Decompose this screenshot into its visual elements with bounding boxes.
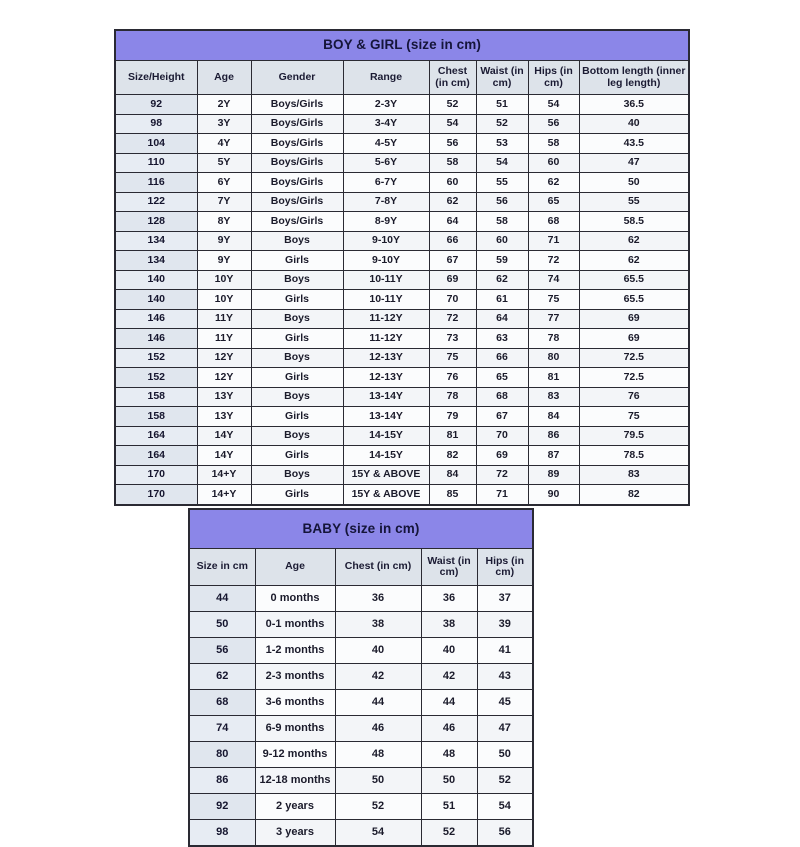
cell-waist: 67 bbox=[476, 407, 528, 427]
cell-hips: 84 bbox=[528, 407, 579, 427]
cell-gender: Boys/Girls bbox=[251, 95, 343, 115]
cell-waist: 42 bbox=[421, 664, 477, 690]
cell-bottom-length: 40 bbox=[579, 114, 689, 134]
column-header-hips: Hips (in cm) bbox=[528, 61, 579, 95]
cell-waist: 51 bbox=[476, 95, 528, 115]
cell-age: 9-12 months bbox=[255, 742, 335, 768]
cell-waist: 64 bbox=[476, 309, 528, 329]
cell-age: 10Y bbox=[197, 270, 251, 290]
boy-girl-size-table bbox=[114, 29, 690, 506]
cell-age: 6Y bbox=[197, 173, 251, 193]
cell-bottom-length: 47 bbox=[579, 153, 689, 173]
table-row bbox=[115, 153, 689, 173]
cell-waist: 61 bbox=[476, 290, 528, 310]
cell-chest: 52 bbox=[335, 794, 421, 820]
cell-hips: 39 bbox=[477, 612, 533, 638]
table-row bbox=[115, 309, 689, 329]
cell-waist: 50 bbox=[421, 768, 477, 794]
cell-hips: 56 bbox=[477, 820, 533, 847]
cell-hips: 74 bbox=[528, 270, 579, 290]
table-row bbox=[189, 612, 533, 638]
cell-gender: Girls bbox=[251, 290, 343, 310]
cell-gender: Girls bbox=[251, 329, 343, 349]
cell-size-height: 104 bbox=[115, 134, 197, 154]
cell-waist: 62 bbox=[476, 270, 528, 290]
cell-chest: 72 bbox=[429, 309, 476, 329]
cell-chest: 78 bbox=[429, 387, 476, 407]
cell-hips: 81 bbox=[528, 368, 579, 388]
cell-size-height: 140 bbox=[115, 270, 197, 290]
table-row bbox=[115, 426, 689, 446]
cell-bottom-length: 65.5 bbox=[579, 270, 689, 290]
cell-waist: 46 bbox=[421, 716, 477, 742]
cell-size-height: 110 bbox=[115, 153, 197, 173]
table-row bbox=[115, 465, 689, 485]
cell-bottom-length: 82 bbox=[579, 485, 689, 505]
cell-chest: 48 bbox=[335, 742, 421, 768]
cell-bottom-length: 62 bbox=[579, 231, 689, 251]
cell-size-height: 140 bbox=[115, 290, 197, 310]
cell-age: 12-18 months bbox=[255, 768, 335, 794]
baby-column-header-waist: Waist (in cm) bbox=[421, 549, 477, 586]
table-row bbox=[189, 820, 533, 847]
cell-gender: Boys bbox=[251, 387, 343, 407]
cell-gender: Girls bbox=[251, 485, 343, 505]
column-header-range: Range bbox=[343, 61, 429, 95]
cell-gender: Boys/Girls bbox=[251, 173, 343, 193]
cell-waist: 53 bbox=[476, 134, 528, 154]
cell-hips: 78 bbox=[528, 329, 579, 349]
cell-age: 12Y bbox=[197, 348, 251, 368]
baby-size-table bbox=[188, 508, 534, 847]
cell-gender: Boys bbox=[251, 426, 343, 446]
column-header-waist: Waist (in cm) bbox=[476, 61, 528, 95]
cell-age: 3 years bbox=[255, 820, 335, 847]
cell-chest: 56 bbox=[429, 134, 476, 154]
cell-gender: Boys bbox=[251, 231, 343, 251]
table-row bbox=[115, 387, 689, 407]
cell-hips: 71 bbox=[528, 231, 579, 251]
cell-gender: Girls bbox=[251, 407, 343, 427]
cell-range: 14-15Y bbox=[343, 426, 429, 446]
cell-hips: 41 bbox=[477, 638, 533, 664]
cell-size-cm: 74 bbox=[189, 716, 255, 742]
cell-gender: Boys bbox=[251, 309, 343, 329]
cell-bottom-length: 69 bbox=[579, 309, 689, 329]
baby-table-body bbox=[189, 586, 533, 847]
cell-age: 9Y bbox=[197, 251, 251, 271]
cell-age: 11Y bbox=[197, 309, 251, 329]
cell-chest: 66 bbox=[429, 231, 476, 251]
cell-waist: 66 bbox=[476, 348, 528, 368]
cell-bottom-length: 72.5 bbox=[579, 368, 689, 388]
table-row bbox=[189, 638, 533, 664]
cell-size-height: 98 bbox=[115, 114, 197, 134]
table-row bbox=[115, 348, 689, 368]
cell-age: 3-6 months bbox=[255, 690, 335, 716]
cell-age: 2-3 months bbox=[255, 664, 335, 690]
cell-age: 4Y bbox=[197, 134, 251, 154]
cell-range: 12-13Y bbox=[343, 368, 429, 388]
table-row bbox=[115, 290, 689, 310]
cell-waist: 72 bbox=[476, 465, 528, 485]
cell-chest: 81 bbox=[429, 426, 476, 446]
cell-range: 15Y & ABOVE bbox=[343, 465, 429, 485]
cell-hips: 54 bbox=[528, 95, 579, 115]
baby-column-header-size: Size in cm bbox=[189, 549, 255, 586]
cell-chest: 46 bbox=[335, 716, 421, 742]
cell-size-height: 134 bbox=[115, 251, 197, 271]
boy-girl-table-body bbox=[115, 95, 689, 505]
baby-column-header-age: Age bbox=[255, 549, 335, 586]
cell-waist: 48 bbox=[421, 742, 477, 768]
table-row bbox=[115, 231, 689, 251]
cell-bottom-length: 62 bbox=[579, 251, 689, 271]
cell-chest: 67 bbox=[429, 251, 476, 271]
cell-hips: 52 bbox=[477, 768, 533, 794]
cell-range: 13-14Y bbox=[343, 387, 429, 407]
table-row bbox=[115, 485, 689, 505]
cell-hips: 90 bbox=[528, 485, 579, 505]
cell-bottom-length: 75 bbox=[579, 407, 689, 427]
table-row bbox=[115, 173, 689, 193]
cell-chest: 82 bbox=[429, 446, 476, 466]
cell-range: 3-4Y bbox=[343, 114, 429, 134]
cell-age: 8Y bbox=[197, 212, 251, 232]
cell-chest: 50 bbox=[335, 768, 421, 794]
cell-waist: 51 bbox=[421, 794, 477, 820]
cell-hips: 68 bbox=[528, 212, 579, 232]
cell-bottom-length: 58.5 bbox=[579, 212, 689, 232]
cell-age: 0-1 months bbox=[255, 612, 335, 638]
cell-hips: 45 bbox=[477, 690, 533, 716]
cell-size-height: 134 bbox=[115, 231, 197, 251]
cell-hips: 58 bbox=[528, 134, 579, 154]
cell-bottom-length: 76 bbox=[579, 387, 689, 407]
cell-waist: 63 bbox=[476, 329, 528, 349]
cell-bottom-length: 72.5 bbox=[579, 348, 689, 368]
table-row bbox=[115, 368, 689, 388]
cell-gender: Boys bbox=[251, 348, 343, 368]
cell-range: 6-7Y bbox=[343, 173, 429, 193]
cell-hips: 75 bbox=[528, 290, 579, 310]
cell-waist: 56 bbox=[476, 192, 528, 212]
boy-girl-column-header-row bbox=[115, 61, 689, 95]
cell-hips: 47 bbox=[477, 716, 533, 742]
cell-chest: 69 bbox=[429, 270, 476, 290]
cell-range: 9-10Y bbox=[343, 231, 429, 251]
cell-gender: Girls bbox=[251, 446, 343, 466]
table-row bbox=[189, 794, 533, 820]
table-row bbox=[115, 114, 689, 134]
cell-gender: Boys/Girls bbox=[251, 134, 343, 154]
cell-bottom-length: 43.5 bbox=[579, 134, 689, 154]
cell-age: 0 months bbox=[255, 586, 335, 612]
table-row bbox=[189, 690, 533, 716]
cell-bottom-length: 36.5 bbox=[579, 95, 689, 115]
cell-chest: 60 bbox=[429, 173, 476, 193]
cell-waist: 55 bbox=[476, 173, 528, 193]
cell-gender: Girls bbox=[251, 251, 343, 271]
cell-range: 4-5Y bbox=[343, 134, 429, 154]
cell-chest: 36 bbox=[335, 586, 421, 612]
cell-size-cm: 44 bbox=[189, 586, 255, 612]
cell-age: 14Y bbox=[197, 446, 251, 466]
cell-age: 7Y bbox=[197, 192, 251, 212]
cell-age: 13Y bbox=[197, 407, 251, 427]
cell-range: 10-11Y bbox=[343, 290, 429, 310]
cell-chest: 40 bbox=[335, 638, 421, 664]
table-row bbox=[115, 446, 689, 466]
cell-size-height: 152 bbox=[115, 348, 197, 368]
cell-range: 12-13Y bbox=[343, 348, 429, 368]
cell-age: 1-2 months bbox=[255, 638, 335, 664]
cell-chest: 70 bbox=[429, 290, 476, 310]
cell-waist: 44 bbox=[421, 690, 477, 716]
table-row bbox=[189, 664, 533, 690]
cell-hips: 83 bbox=[528, 387, 579, 407]
cell-hips: 62 bbox=[528, 173, 579, 193]
table-row bbox=[115, 270, 689, 290]
cell-size-height: 116 bbox=[115, 173, 197, 193]
cell-chest: 58 bbox=[429, 153, 476, 173]
cell-range: 2-3Y bbox=[343, 95, 429, 115]
cell-waist: 69 bbox=[476, 446, 528, 466]
cell-chest: 42 bbox=[335, 664, 421, 690]
baby-title-row bbox=[189, 509, 533, 549]
cell-hips: 56 bbox=[528, 114, 579, 134]
cell-size-height: 158 bbox=[115, 407, 197, 427]
cell-range: 11-12Y bbox=[343, 329, 429, 349]
boy-girl-title-row bbox=[115, 30, 689, 61]
boy-girl-table-head bbox=[115, 30, 689, 95]
cell-hips: 43 bbox=[477, 664, 533, 690]
cell-size-cm: 98 bbox=[189, 820, 255, 847]
cell-chest: 54 bbox=[335, 820, 421, 847]
table-row bbox=[115, 134, 689, 154]
cell-age: 14+Y bbox=[197, 465, 251, 485]
baby-title: BABY (size in cm) bbox=[189, 509, 533, 549]
cell-age: 14+Y bbox=[197, 485, 251, 505]
cell-waist: 38 bbox=[421, 612, 477, 638]
cell-hips: 50 bbox=[477, 742, 533, 768]
table-row bbox=[115, 407, 689, 427]
cell-hips: 54 bbox=[477, 794, 533, 820]
cell-age: 9Y bbox=[197, 231, 251, 251]
cell-waist: 52 bbox=[421, 820, 477, 847]
cell-size-cm: 56 bbox=[189, 638, 255, 664]
cell-size-height: 164 bbox=[115, 446, 197, 466]
cell-age: 6-9 months bbox=[255, 716, 335, 742]
cell-waist: 70 bbox=[476, 426, 528, 446]
cell-size-cm: 68 bbox=[189, 690, 255, 716]
cell-size-cm: 62 bbox=[189, 664, 255, 690]
cell-bottom-length: 50 bbox=[579, 173, 689, 193]
baby-column-header-chest: Chest (in cm) bbox=[335, 549, 421, 586]
cell-hips: 65 bbox=[528, 192, 579, 212]
baby-column-header-hips: Hips (in cm) bbox=[477, 549, 533, 586]
cell-waist: 68 bbox=[476, 387, 528, 407]
cell-size-height: 92 bbox=[115, 95, 197, 115]
cell-size-height: 122 bbox=[115, 192, 197, 212]
cell-chest: 52 bbox=[429, 95, 476, 115]
cell-range: 10-11Y bbox=[343, 270, 429, 290]
cell-size-cm: 86 bbox=[189, 768, 255, 794]
cell-gender: Girls bbox=[251, 368, 343, 388]
cell-chest: 76 bbox=[429, 368, 476, 388]
cell-gender: Boys bbox=[251, 465, 343, 485]
cell-range: 13-14Y bbox=[343, 407, 429, 427]
cell-waist: 40 bbox=[421, 638, 477, 664]
cell-chest: 75 bbox=[429, 348, 476, 368]
column-header-age: Age bbox=[197, 61, 251, 95]
table-row bbox=[115, 212, 689, 232]
cell-hips: 77 bbox=[528, 309, 579, 329]
cell-hips: 37 bbox=[477, 586, 533, 612]
cell-chest: 85 bbox=[429, 485, 476, 505]
table-row bbox=[189, 768, 533, 794]
boy-girl-title: BOY & GIRL (size in cm) bbox=[115, 30, 689, 61]
cell-size-height: 146 bbox=[115, 329, 197, 349]
cell-chest: 38 bbox=[335, 612, 421, 638]
cell-range: 8-9Y bbox=[343, 212, 429, 232]
cell-waist: 54 bbox=[476, 153, 528, 173]
cell-range: 7-8Y bbox=[343, 192, 429, 212]
cell-size-cm: 50 bbox=[189, 612, 255, 638]
cell-waist: 58 bbox=[476, 212, 528, 232]
cell-age: 2Y bbox=[197, 95, 251, 115]
cell-bottom-length: 65.5 bbox=[579, 290, 689, 310]
cell-size-height: 170 bbox=[115, 485, 197, 505]
table-row bbox=[115, 95, 689, 115]
cell-chest: 79 bbox=[429, 407, 476, 427]
cell-hips: 89 bbox=[528, 465, 579, 485]
cell-range: 11-12Y bbox=[343, 309, 429, 329]
cell-range: 5-6Y bbox=[343, 153, 429, 173]
cell-bottom-length: 78.5 bbox=[579, 446, 689, 466]
cell-gender: Boys bbox=[251, 270, 343, 290]
cell-bottom-length: 83 bbox=[579, 465, 689, 485]
column-header-gender: Gender bbox=[251, 61, 343, 95]
cell-age: 3Y bbox=[197, 114, 251, 134]
cell-range: 15Y & ABOVE bbox=[343, 485, 429, 505]
cell-hips: 87 bbox=[528, 446, 579, 466]
table-row bbox=[115, 329, 689, 349]
column-header-size-height: Size/Height bbox=[115, 61, 197, 95]
cell-chest: 64 bbox=[429, 212, 476, 232]
cell-age: 11Y bbox=[197, 329, 251, 349]
cell-age: 2 years bbox=[255, 794, 335, 820]
cell-chest: 54 bbox=[429, 114, 476, 134]
cell-waist: 59 bbox=[476, 251, 528, 271]
cell-range: 14-15Y bbox=[343, 446, 429, 466]
cell-age: 10Y bbox=[197, 290, 251, 310]
cell-size-height: 170 bbox=[115, 465, 197, 485]
cell-age: 12Y bbox=[197, 368, 251, 388]
cell-age: 5Y bbox=[197, 153, 251, 173]
column-header-bottom-length: Bottom length (inner leg length) bbox=[579, 61, 689, 95]
cell-size-height: 164 bbox=[115, 426, 197, 446]
cell-size-height: 158 bbox=[115, 387, 197, 407]
cell-bottom-length: 55 bbox=[579, 192, 689, 212]
cell-waist: 52 bbox=[476, 114, 528, 134]
baby-column-header-row bbox=[189, 549, 533, 586]
baby-table-head bbox=[189, 509, 533, 586]
table-row bbox=[189, 716, 533, 742]
cell-age: 13Y bbox=[197, 387, 251, 407]
cell-gender: Boys/Girls bbox=[251, 114, 343, 134]
cell-gender: Boys/Girls bbox=[251, 212, 343, 232]
cell-size-cm: 92 bbox=[189, 794, 255, 820]
cell-size-height: 128 bbox=[115, 212, 197, 232]
table-row bbox=[189, 742, 533, 768]
cell-size-cm: 80 bbox=[189, 742, 255, 768]
cell-chest: 62 bbox=[429, 192, 476, 212]
cell-waist: 71 bbox=[476, 485, 528, 505]
cell-hips: 72 bbox=[528, 251, 579, 271]
cell-gender: Boys/Girls bbox=[251, 153, 343, 173]
table-row bbox=[115, 251, 689, 271]
cell-waist: 36 bbox=[421, 586, 477, 612]
cell-chest: 73 bbox=[429, 329, 476, 349]
cell-range: 9-10Y bbox=[343, 251, 429, 271]
cell-size-height: 146 bbox=[115, 309, 197, 329]
cell-hips: 86 bbox=[528, 426, 579, 446]
cell-gender: Boys/Girls bbox=[251, 192, 343, 212]
table-row bbox=[115, 192, 689, 212]
cell-waist: 60 bbox=[476, 231, 528, 251]
cell-bottom-length: 69 bbox=[579, 329, 689, 349]
cell-age: 14Y bbox=[197, 426, 251, 446]
cell-bottom-length: 79.5 bbox=[579, 426, 689, 446]
cell-chest: 84 bbox=[429, 465, 476, 485]
cell-chest: 44 bbox=[335, 690, 421, 716]
column-header-chest: Chest (in cm) bbox=[429, 61, 476, 95]
cell-size-height: 152 bbox=[115, 368, 197, 388]
cell-hips: 60 bbox=[528, 153, 579, 173]
table-row bbox=[189, 586, 533, 612]
cell-waist: 65 bbox=[476, 368, 528, 388]
cell-hips: 80 bbox=[528, 348, 579, 368]
